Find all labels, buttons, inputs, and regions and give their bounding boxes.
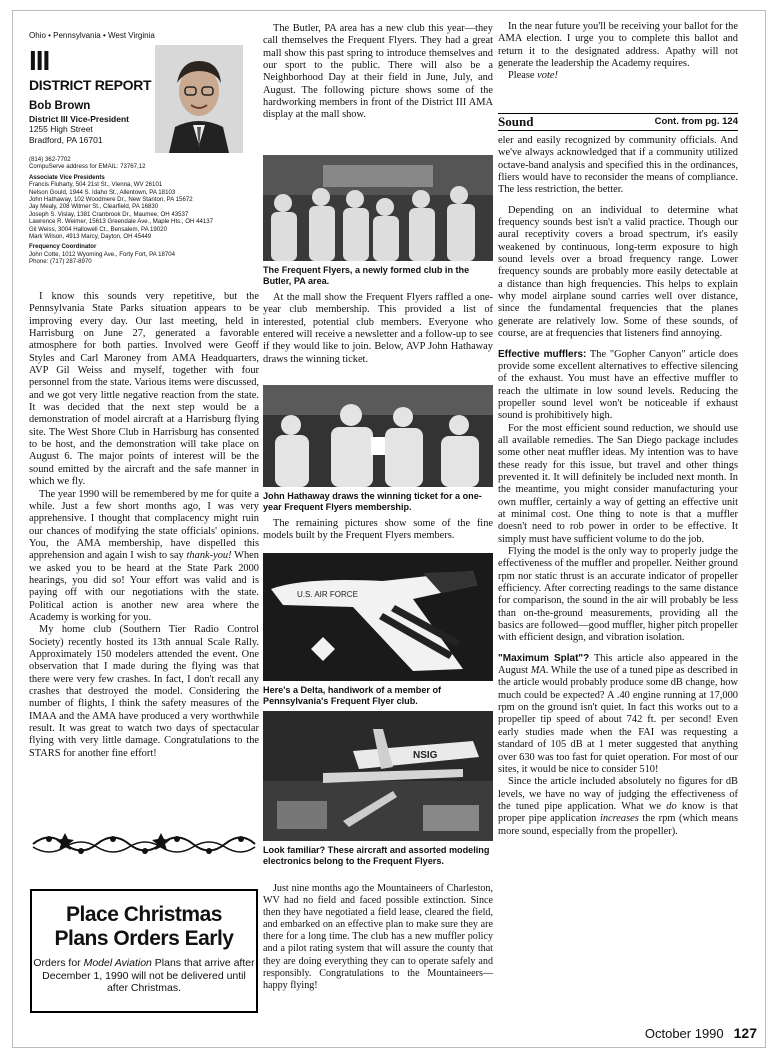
paragraph: Just nine months ago the Mountaineers of Charleston, WV had no field and faced possible extinction. Since then they have negotiated a field lease, cleared the field, and embarked on an effective plan to make sure they are there for a long time. The club has a new muffler policy and a pilot rating system that will assure the county that they are doing everything they can to operate safely and responsibly. Congratulations to the Mountaineers—happy flying! (263, 883, 493, 991)
avp-entry: Lawrence R. Weimer, 15613 Greendale Ave., Maple Hts., OH 44137 (29, 218, 214, 226)
contact-directory (29, 156, 265, 266)
paragraph: The remaining pictures show some of the fine models built by the Frequent Flyers members. (263, 518, 493, 542)
paragraph: The Butler, PA area has a new club this year—they call themselves the Frequent Flyers. They had a great mall show this past spring to introduce themselves and our sport to the public. There will also be a Neighborhood Day at their field in June, July, and August. The following picture shows some of the hardworking members in front of the District III AMA display at the mall show. (263, 23, 493, 121)
vp-address (29, 124, 103, 145)
paragraph: Please vote! (508, 70, 558, 82)
paragraph: My home club (Southern Tier Radio Control Society) recently hosted its 13th annual Scale Rally. Approximately 150 modelers attended the event. One observation that I made during the flying was that there were very few crashes. In fact, I don't recall any crashes that destroyed the model. Considering the number of flights, I think the safety measures of the IMAA and the AMA have produced a very worthwhile result. It was great to watch two days of spectacular flying with very little damage. Congratulations to the STARS for another fine effort! (29, 624, 259, 759)
page-footer (645, 1025, 757, 1041)
column-2-mountaineers (263, 883, 493, 992)
paragraph: Since the article included absolutely no figures for dB levels, we have no way of judging the effectiveness of the tuned pipe application. What we do know is that proper pipe application increases the rpm (which means more sound, especially from the propeller). (498, 776, 738, 837)
caption-raffle-photo: John Hathaway draws the winning ticket for a one-year Frequent Flyers membership. (263, 491, 482, 512)
frequency-coordinator: John Cotte, 1012 Wyoming Ave., Forty Fort, PA 18704 (29, 250, 176, 258)
column-2-raffle (263, 292, 493, 366)
vice-president-portrait (155, 45, 243, 153)
sound-article (498, 135, 738, 838)
column-1-article (29, 291, 259, 760)
column-3-ballot (498, 21, 738, 83)
paragraph: For the most efficient sound reduction, we should use all available remedies. The San Diego package includes some other neat muffler ideas. My intention was to have these ready for this issue, but travel and other things prevented it. It will definitely be included next month. In the meantime, you might consider manufacturing your own muffler, certainly a way of getting an effective unit at minimal cost. One thing to note is that a muffler doesn't need to rob power in order to be effective. It simply must have sufficient volume to do the job. (498, 422, 738, 545)
avp-entry: Francis Fluharty, 504 21st St., Vienna, WV 26101 (29, 181, 163, 189)
paragraph: "Maximum Splat"? This article also appeared in the August MA. While the use of a tuned pipe as described in the article would probably produce some dB change, how much could be expected? A .40 engine running at 17,000 rpm on the ground isn't quiet. In fact this works out to a propeller tip speed of about 742 ft. per second! Even early studies made when the FAI was requesting a standard of 105 dB at 1 meter suggested that anything over 630 was too fast for quiet operation. For most of our sites, it would be nice to consider 510! (498, 652, 738, 775)
avp-entry: Jay Mealy, 208 Witmer St., Clearfield, PA 16830 (29, 203, 159, 211)
avp-heading: Associate Vice Presidents (29, 173, 105, 181)
paragraph: At the mall show the Frequent Flyers raffled a one-year club membership. This provided a list of interested, potential club members. Everyone who entered will receive a newsletter and a follow-up to see if they would like to join. Below, AVP John Hathaway draws the winning ticket. (263, 292, 493, 365)
avp-entry: Nelson Gould, 1944 S. Idaho St., Allentown, PA 18103 (29, 188, 176, 196)
caption-group-photo: The Frequent Flyers, a newly formed club in the Butler, PA area. (263, 265, 470, 286)
vp-phone: (814) 362-7702 (29, 156, 71, 163)
christmas-notice-title-1: Place Christmas (66, 903, 222, 926)
caption-aircraft-photo: Look familiar? These aircraft and assorted modeling electronics belong to the Frequent Flyers. (263, 845, 490, 866)
district-report-heading: DISTRICT REPORT (29, 77, 152, 93)
page-number: 127 (733, 1025, 757, 1041)
states-line: Ohio • Pennsylvania • West Virginia (29, 31, 155, 40)
paragraph: Effective mufflers: The "Gopher Canyon" article does provide some excellent alternatives to effective silencing of the exhaust. You must have an effective muffler to reach the ultimate in low sound levels. Reducing the propeller sound level won't be noticeable if exhaust sound is prohibitively high. (498, 348, 738, 422)
plane-marking: NSIG (413, 750, 438, 761)
column-2-intro (263, 23, 493, 122)
holiday-ornament (29, 829, 259, 859)
vp-compuserve: CompuServe address for EMAIL: 73767,12 (29, 163, 146, 171)
issue-date: October 1990 (644, 1026, 724, 1041)
photo-delta-model (263, 553, 493, 681)
frequency-phone: Phone: (717) 287-8970 (29, 258, 92, 266)
photo-raffle-drawing (263, 385, 493, 487)
avp-entry: Joseph S. Vislay, 1381 Cranbrook Dr., Maumee, OH 43537 (29, 210, 189, 218)
paragraph: Flying the model is the only way to properly judge the effectiveness of the muffler and propeller. Neither ground rpm nor static thrust is an accurate indicator of propeller efficiency. After correcting readings to the same distance for comparison, the sound in the air will probably be less than on-the-ground measurements, providing all the basics are followed—good muffler, higher pitch propeller with efficient design, and vibration isolation. (498, 546, 738, 644)
address-line-1: 1255 High Street (29, 124, 93, 134)
christmas-notice-text: Orders for Model Aviation Plans that arrive after December 1, 1990 will not be delivered until after Christmas. (33, 957, 255, 994)
address-line-2: Bradford, PA 16701 (29, 134, 103, 145)
frequency-heading: Frequency Coordinator (29, 243, 97, 251)
paragraph: The year 1990 will be remembered by me for quite a while. Just a few short months ago, I was very apprehensive. I thought that complacency might ruin our chances of modifying the state officials' opinions. You, the AMA membership, have dispelled this apprehension and again I wish to say thank-you! When we asked you to be heard at the State Park 2000 hearings, you did so! Your effort was valid and is paying off with our negotiations with the state. Political action is another new area where the Academy is working for you. (29, 488, 259, 623)
column-2-models (263, 518, 493, 543)
paragraph: In the near future you'll be receiving your ballot for the AMA election. I urge you to complete this ballot and return it to the designated address. Apathy will not generate the leadership the Academy requires. (498, 21, 738, 70)
christmas-notice-box (30, 889, 258, 1013)
vp-name: Bob Brown (29, 100, 91, 112)
photo-aircraft-electronics (263, 711, 493, 841)
delta-marking: U.S. AIR FORCE (297, 590, 358, 599)
sound-section-header (498, 113, 738, 131)
paragraph: I know this sounds very repetitive, but the Pennsylvania State Parks situation appears to be improving every day. Our last meeting, held in Harrisburg on June 27, generated a favorable atmosphere for both parties. Involved were Geoff Styles and Carl Maroney from AMA Headquarters, AVP Gil Weiss and myself, together with four personnel from the state. Various items were discussed, and we got very little negative reaction from the state. It was decided that the next step would be a demonstration of model aircraft at a Harrisburg flying site. The West Shore Club in Harrisburg has consented to be host, and the demonstration will take place on August 6. The major points of interest will be the sound emitted by the aircraft and the safe manner in which we fly. (29, 291, 259, 488)
section-title: Sound (498, 114, 534, 129)
magazine-page (12, 10, 766, 1048)
paragraph: eler and easily recognized by community officials. And we've always acknowledged that if a community utilized octave-band analysis and specified this in the ordinances, fliers would have to reconsider the means of compliance. The less restriction, the better. (498, 135, 738, 196)
caption-delta-photo: Here's a Delta, handiwork of a member of Pennsylvania's Frequent Flyer club. (263, 685, 442, 706)
avp-entry: Mark Wilson, 4913 Marcy, Dayton, OH 45449 (29, 233, 152, 241)
avp-entry: Gil Weiss, 3004 Hallowell Ct., Bensalem, PA 19020 (29, 225, 167, 233)
photo-frequent-flyers-group (263, 155, 493, 261)
avp-entry: John Hathaway, 102 Woodmere Dr., New Stanton, PA 15672 (29, 196, 193, 204)
vp-title: District III Vice-President (29, 114, 129, 124)
district-number: III (29, 45, 50, 76)
christmas-notice-title-2: Plans Orders Early (54, 927, 234, 950)
section-continued: Cont. from pg. 124 (654, 116, 738, 127)
paragraph: Depending on an individual to determine what frequency sounds best isn't a valid practice. Though our aural receptivity covers a broad spectrum, it's easily weakened by continuous, long-term exposure to high sound levels over a broad frequency range. Lower frequency sounds are probably more easily detectable at a distance than high frequencies. This helps to explain why model airplane sound carries well over distance, since the fundamental frequencies that the planes generate are relatively low. Some of these sounds, of course, are at frequencies that listeners find annoying. (498, 204, 738, 340)
